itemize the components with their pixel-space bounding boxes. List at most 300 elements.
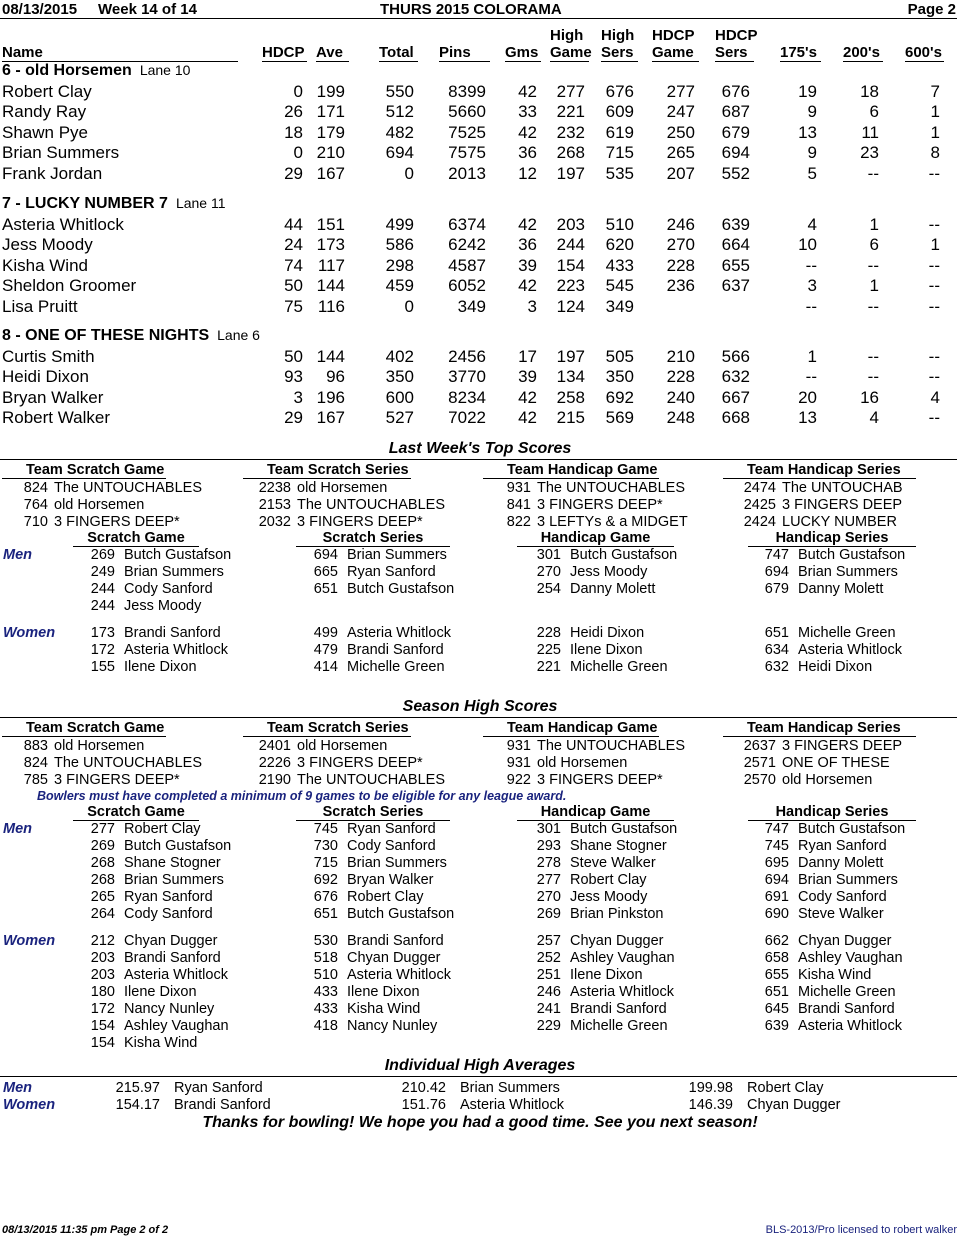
player-stat: 265: [666, 143, 695, 163]
player-stat: 4587: [448, 255, 486, 275]
player-stat: 20: [798, 387, 817, 407]
player-stat: 210: [316, 143, 345, 163]
team-name: 3 FINGERS DEEP*: [297, 755, 423, 771]
bowler-name: Jess Moody: [570, 564, 648, 580]
men-label: Men: [3, 821, 32, 837]
team-top-block: [723, 462, 916, 530]
team-name: old Horsemen: [54, 738, 145, 754]
column-c175-header: [780, 44, 821, 62]
men-score-entry: [73, 821, 201, 837]
closing-message: Thanks for bowling! We hope you had a good time. See you next season!: [202, 1114, 758, 1131]
section-title: Individual High Averages: [384, 1057, 576, 1074]
bowler-name: Heidi Dixon: [798, 659, 873, 675]
player-stat: 18: [860, 82, 879, 101]
women-score-entry: [517, 625, 644, 641]
team-name: 3 LEFTYs & a MIDGET: [537, 514, 688, 530]
team-header: [2, 195, 226, 213]
player-stat: 17: [518, 347, 537, 366]
men-score-entry: [296, 855, 447, 871]
women-score-entry: [296, 659, 445, 675]
player-stat: 676: [605, 82, 634, 101]
bowler-name: Robert Clay: [347, 889, 424, 905]
score: 645: [764, 1001, 789, 1017]
team-score-entry: [2, 514, 180, 530]
score: 257: [536, 933, 561, 949]
team-score-entry: [243, 497, 445, 513]
men-label: Men: [3, 547, 32, 563]
team-score: 2424: [743, 514, 776, 530]
men-score-entry: [517, 547, 677, 563]
section-rule: [0, 717, 957, 718]
women-score-entry: [73, 984, 197, 1000]
score: 268: [90, 872, 115, 888]
player-stat: --: [928, 163, 940, 183]
column-c600-label: 600's: [905, 44, 944, 62]
team-block-heading: Team Scratch Game: [2, 462, 166, 479]
player-stat: 13: [798, 122, 817, 142]
bowler-name: Jess Moody: [570, 889, 648, 905]
women-score-entry: [517, 642, 643, 658]
bowler-name: Ilene Dixon: [347, 984, 420, 1000]
team-score: 710: [23, 514, 48, 530]
column-name-label: Name: [2, 44, 238, 62]
player-stat: 39: [518, 255, 537, 275]
column-total-label: Total: [379, 44, 418, 62]
score: 658: [764, 950, 789, 966]
bowler-name: Brian Summers: [798, 872, 898, 888]
player-name: Kisha Wind: [2, 255, 88, 275]
women-score-entry: [73, 625, 221, 641]
score: 270: [536, 564, 561, 580]
women-label: Women: [3, 1097, 56, 1113]
men-score-entry: [296, 838, 436, 854]
bowler-name: Ryan Sanford: [124, 889, 213, 905]
player-stat: 247: [666, 102, 695, 122]
column-high_game-top: High: [550, 27, 584, 44]
player-stat: 1: [930, 102, 940, 122]
team-score: 841: [506, 497, 531, 513]
team-score-entry: [2, 497, 144, 513]
bowler-name: Asteria Whitlock: [798, 642, 902, 658]
player-stat: 620: [605, 235, 634, 255]
team-name: 3 FINGERS DEEP: [782, 497, 903, 513]
player-stat: 268: [556, 143, 585, 163]
bowler-name: Kisha Wind: [798, 967, 872, 983]
women-score-entry: [73, 659, 197, 675]
score: 241: [536, 1001, 561, 1017]
player-stat: 7525: [448, 122, 486, 142]
player-stat: 42: [518, 82, 537, 101]
score: 745: [764, 838, 789, 854]
average-entry: [394, 1080, 560, 1096]
player-stat: 246: [666, 215, 695, 234]
bowler-name: Brian Pinkston: [570, 906, 664, 922]
team-name: 3 FINGERS DEEP*: [537, 497, 663, 513]
score: 252: [536, 950, 561, 966]
column-high_sers-top: High: [601, 27, 635, 44]
score: 251: [536, 967, 561, 983]
score: 730: [313, 838, 338, 854]
team-score: 922: [506, 772, 531, 788]
bowler-name: Bryan Walker: [347, 872, 434, 888]
women-score-entry: [73, 967, 228, 983]
score: 747: [764, 547, 789, 563]
player-stat: 42: [518, 122, 537, 142]
column-hdcp-label: HDCP: [262, 44, 307, 62]
men-score-entry: [73, 906, 213, 922]
women-label: Women: [3, 625, 56, 641]
women-score-entry: [73, 950, 221, 966]
average-value: 146.39: [688, 1097, 733, 1113]
team-block-heading: Team Scratch Series: [243, 462, 411, 479]
bowler-name: Brandi Sanford: [124, 625, 221, 641]
player-stat: 667: [721, 387, 750, 407]
women-score-entry: [73, 1001, 214, 1017]
team-score: 2153: [258, 497, 291, 513]
player-stat: 173: [316, 235, 345, 255]
player-stat: 4: [930, 387, 940, 407]
bowler-name: Steve Walker: [798, 906, 884, 922]
score: 244: [90, 581, 115, 597]
player-stat: 527: [385, 408, 414, 428]
column-hdcp_game-bottom: Game: [652, 44, 699, 62]
score: 499: [313, 625, 338, 641]
individual-heading: Handicap Series: [748, 530, 916, 547]
player-stat: 632: [721, 367, 750, 387]
team-score: 2425: [743, 497, 776, 513]
column-high_game-header: [550, 27, 592, 62]
women-score-entry: [73, 933, 218, 949]
team-score: 824: [23, 755, 48, 771]
men-score-entry: [748, 889, 887, 905]
bowler-name: Ilene Dixon: [124, 659, 197, 675]
score: 651: [764, 984, 789, 1000]
player-row: [0, 276, 960, 296]
player-stat: 33: [518, 102, 537, 122]
player-stat: 248: [666, 408, 695, 428]
score: 691: [764, 889, 789, 905]
score: 203: [90, 967, 115, 983]
team-block-heading: Team Handicap Game: [483, 462, 659, 479]
page-number: Page 2: [907, 1, 956, 18]
men-score-entry: [296, 906, 454, 922]
player-stat: --: [805, 296, 817, 316]
score: 212: [90, 933, 115, 949]
player-stat: 715: [605, 143, 634, 163]
column-pins-header: [439, 44, 490, 62]
player-stat: 1: [869, 276, 879, 296]
player-stat: 134: [556, 367, 585, 387]
score: 747: [764, 821, 789, 837]
bowler-name: Asteria Whitlock: [124, 967, 228, 983]
column-high_sers-bottom: Sers: [601, 44, 638, 62]
player-stat: 236: [666, 276, 695, 296]
player-stat: 6052: [448, 276, 486, 296]
bowler-name: Heidi Dixon: [570, 625, 645, 641]
women-score-entry: [748, 984, 896, 1000]
score: 264: [90, 906, 115, 922]
player-stat: 637: [721, 276, 750, 296]
men-score-entry: [296, 821, 436, 837]
player-stat: --: [928, 255, 940, 275]
individual-heading: Handicap Series: [748, 804, 916, 821]
average-value: 199.98: [688, 1080, 733, 1096]
score: 203: [90, 950, 115, 966]
women-score-entry: [73, 642, 228, 658]
bowler-name: Ilene Dixon: [124, 984, 197, 1000]
bowler-name: Jess Moody: [124, 598, 202, 614]
player-name: Sheldon Groomer: [2, 276, 137, 296]
player-stat: 244: [556, 235, 585, 255]
score: 433: [313, 1001, 338, 1017]
player-stat: 42: [518, 215, 537, 234]
team-name: old Horsemen: [782, 772, 873, 788]
team-block-heading: Team Handicap Series: [723, 720, 916, 737]
player-stat: 8234: [448, 387, 486, 407]
player-stat: 298: [385, 255, 414, 275]
player-stat: --: [928, 408, 940, 428]
score: 745: [313, 821, 338, 837]
player-stat: 277: [666, 82, 695, 101]
bowler-name: Brian Summers: [124, 872, 224, 888]
women-label: Women: [3, 933, 56, 949]
player-stat: 0: [404, 163, 414, 183]
score: 676: [313, 889, 338, 905]
team-name: The UNTOUCHABLES: [54, 480, 202, 496]
player-stat: 679: [721, 122, 750, 142]
bowler-name: Chyan Dugger: [747, 1097, 841, 1113]
team-top-block: [243, 720, 445, 788]
individual-heading: Scratch Game: [73, 804, 199, 821]
men-score-entry: [517, 855, 656, 871]
bowler-name: Chyan Dugger: [798, 933, 892, 949]
score: 269: [536, 906, 561, 922]
men-score-entry: [296, 581, 454, 597]
player-stat: 668: [721, 408, 750, 428]
player-stat: 9: [807, 102, 817, 122]
women-score-entry: [517, 1001, 667, 1017]
men-score-entry: [748, 564, 898, 580]
bowler-name: Robert Clay: [124, 821, 201, 837]
score: 655: [764, 967, 789, 983]
bowler-name: Michelle Green: [570, 659, 668, 675]
player-stat: 349: [605, 296, 634, 316]
player-stat: 694: [385, 143, 414, 163]
team-score: 2474: [743, 480, 776, 496]
bowler-name: Brandi Sanford: [347, 642, 444, 658]
score: 301: [536, 821, 561, 837]
column-hdcp_game-top: HDCP: [652, 27, 695, 44]
bowler-name: Butch Gustafson: [570, 821, 678, 837]
bowler-name: Danny Molett: [798, 581, 884, 597]
player-stat: 44: [284, 215, 303, 234]
bowler-name: Ryan Sanford: [347, 564, 436, 580]
women-score-entry: [748, 933, 892, 949]
men-score-entry: [748, 821, 905, 837]
women-score-entry: [748, 1001, 895, 1017]
team-score-entry: [243, 514, 423, 530]
team-name: old Horsemen: [537, 755, 628, 771]
player-stat: 258: [556, 387, 585, 407]
score: 265: [90, 889, 115, 905]
team-score: 883: [23, 738, 48, 754]
player-stat: 167: [316, 163, 345, 183]
team-score: 764: [23, 497, 48, 513]
player-stat: 12: [518, 163, 537, 183]
team-score-entry: [483, 497, 663, 513]
column-hdcp_sers-header: [715, 27, 758, 62]
player-stat: 7575: [448, 143, 486, 163]
column-ave-header: [316, 44, 349, 62]
team-score: 931: [506, 480, 531, 496]
women-score-entry: [296, 933, 444, 949]
team-score: 2571: [743, 755, 776, 771]
team-score-entry: [2, 772, 180, 788]
men-score-entry: [748, 855, 883, 871]
header-rule: [0, 18, 957, 19]
player-stat: 0: [404, 296, 414, 316]
team-score-entry: [723, 514, 897, 530]
bowler-name: Brian Summers: [347, 855, 447, 871]
team-top-block: [2, 462, 202, 530]
bowler-name: Brian Summers: [460, 1080, 560, 1096]
bowler-name: Michelle Green: [798, 625, 896, 641]
player-row: [0, 388, 960, 408]
team-score-entry: [483, 738, 685, 754]
player-stat: 433: [605, 255, 634, 275]
average-entry: [681, 1080, 824, 1096]
score: 277: [90, 821, 115, 837]
league-title: THURS 2015 COLORAMA: [380, 1, 562, 18]
player-stat: 3: [293, 387, 303, 407]
bowler-name: Cody Sanford: [124, 581, 213, 597]
player-stat: 505: [605, 347, 634, 366]
player-stat: 402: [385, 347, 414, 366]
player-stat: 42: [518, 408, 537, 428]
team-score: 822: [506, 514, 531, 530]
men-score-entry: [517, 872, 647, 888]
score: 172: [90, 1001, 115, 1017]
team-block-heading: Team Handicap Game: [483, 720, 659, 737]
player-stat: 151: [316, 215, 345, 234]
player-stat: 144: [316, 276, 345, 296]
team-score-entry: [723, 497, 902, 513]
score: 651: [313, 581, 338, 597]
women-score-entry: [296, 625, 451, 641]
team-score-entry: [243, 772, 445, 788]
player-stat: 210: [666, 347, 695, 366]
player-row: [0, 235, 960, 255]
team-score-entry: [483, 772, 663, 788]
player-row: [0, 256, 960, 276]
women-score-entry: [296, 967, 451, 983]
bowler-name: Butch Gustafson: [570, 547, 678, 563]
bowler-name: Brian Summers: [124, 564, 224, 580]
score: 293: [536, 838, 561, 854]
team-name: 3 FINGERS DEEP: [782, 738, 903, 754]
individual-heading: Handicap Game: [517, 530, 674, 547]
team-name: 7 - LUCKY NUMBER 7: [2, 195, 168, 212]
team-score-entry: [723, 480, 903, 496]
bowler-name: Steve Walker: [570, 855, 656, 871]
player-name: Robert Clay: [2, 82, 92, 101]
player-name: Jess Moody: [2, 235, 93, 255]
men-score-entry: [73, 581, 213, 597]
women-score-entry: [748, 642, 902, 658]
player-stat: 694: [721, 143, 750, 163]
average-entry: [394, 1097, 564, 1113]
player-stat: --: [805, 255, 817, 275]
player-stat: 639: [721, 215, 750, 234]
player-stat: 50: [284, 347, 303, 366]
player-row: [0, 123, 960, 143]
player-stat: 228: [666, 367, 695, 387]
team-name: 3 FINGERS DEEP*: [54, 514, 180, 530]
lane-label: Lane 11: [175, 195, 226, 211]
score: 694: [764, 872, 789, 888]
men-score-entry: [517, 838, 667, 854]
score: 510: [313, 967, 338, 983]
player-stat: 0: [293, 143, 303, 163]
player-stat: 93: [284, 367, 303, 387]
team-score-entry: [723, 772, 872, 788]
team-name: old Horsemen: [54, 497, 145, 513]
team-top-block: [723, 720, 916, 788]
team-score: 2032: [258, 514, 291, 530]
men-score-entry: [748, 547, 905, 563]
player-stat: 42: [518, 387, 537, 407]
player-stat: 13: [798, 408, 817, 428]
score: 268: [90, 855, 115, 871]
player-row: [0, 102, 960, 122]
team-name: 8 - ONE OF THESE NIGHTS: [2, 327, 210, 344]
player-stat: 3: [527, 296, 537, 316]
column-high_sers-header: [601, 27, 638, 62]
player-stat: 4: [807, 215, 817, 234]
men-score-entry: [73, 855, 221, 871]
men-score-entry: [73, 564, 224, 580]
team-top-block: [2, 720, 202, 788]
men-label: Men: [3, 1080, 32, 1096]
player-stat: 23: [860, 143, 879, 163]
score: 221: [536, 659, 561, 675]
team-score: 931: [506, 755, 531, 771]
player-stat: 2456: [448, 347, 486, 366]
team-score-entry: [243, 755, 423, 771]
score: 249: [90, 564, 115, 580]
player-stat: 228: [666, 255, 695, 275]
team-score-entry: [2, 738, 144, 754]
player-stat: --: [928, 296, 940, 316]
score: 244: [90, 598, 115, 614]
bowler-name: Robert Clay: [747, 1080, 824, 1096]
score: 228: [536, 625, 561, 641]
lane-label: Lane 6: [217, 327, 260, 343]
player-stat: 29: [284, 408, 303, 428]
player-stat: 1: [930, 122, 940, 142]
player-stat: 510: [605, 215, 634, 234]
player-name: Asteria Whitlock: [2, 215, 124, 234]
women-score-entry: [748, 967, 871, 983]
team-name: LUCKY NUMBER: [782, 514, 897, 530]
score: 172: [90, 642, 115, 658]
column-pins-label: Pins: [439, 44, 490, 62]
player-stat: 36: [518, 235, 537, 255]
average-value: 151.76: [401, 1097, 446, 1113]
player-stat: 36: [518, 143, 537, 163]
score: 690: [764, 906, 789, 922]
column-hdcp-header: [262, 44, 307, 62]
